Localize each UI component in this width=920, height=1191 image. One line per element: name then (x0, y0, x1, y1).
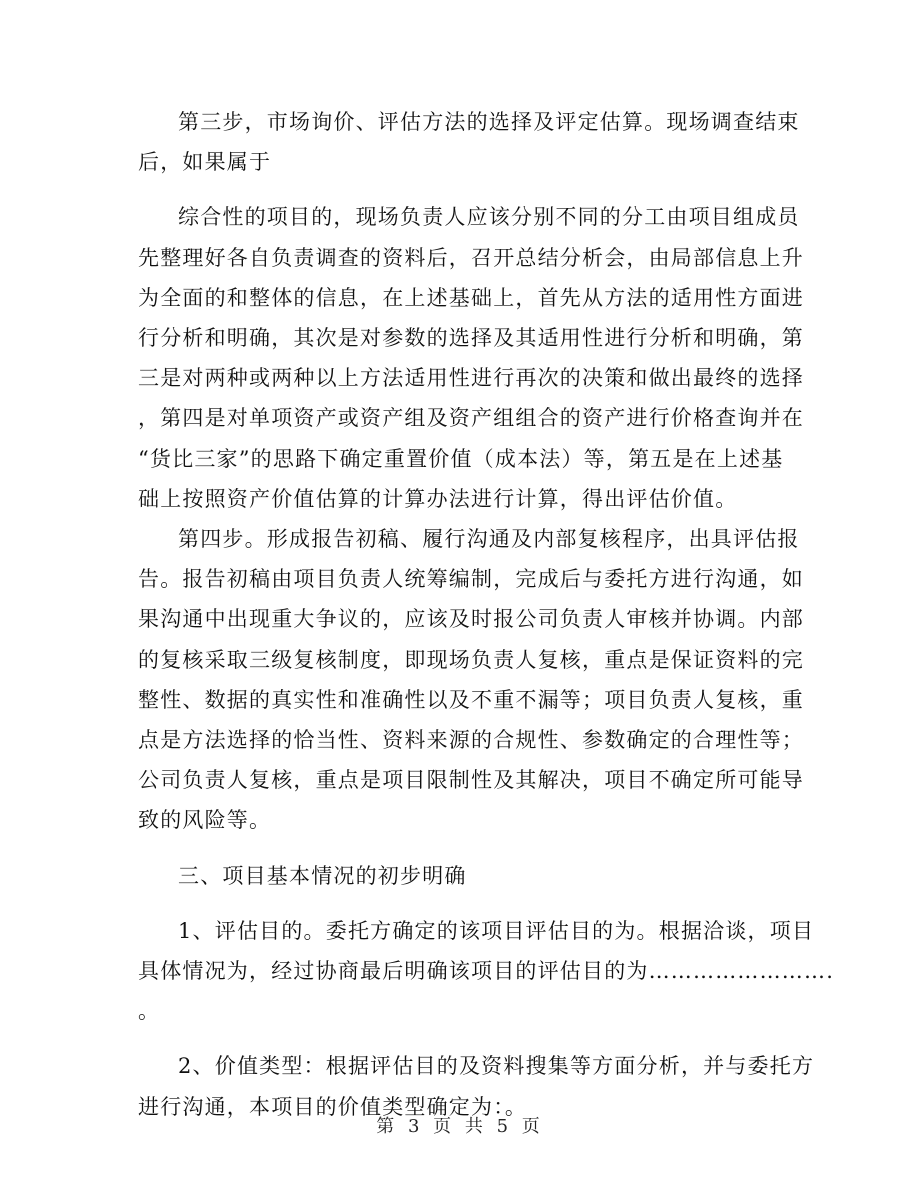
paragraph-line: 致的风险等。 (138, 808, 272, 832)
paragraph-line: 2、价值类型：根据评估目的及资料搜集等方面分析，并与委托方 (178, 1054, 815, 1078)
paragraph-line: 三是对两种或两种以上方法适用性进行再次的决策和做出最终的选择 (138, 366, 804, 390)
paragraph-line: 公司负责人复核，重点是项目限制性及其解决，项目不确定所可能导 (138, 768, 804, 792)
paragraph-line: 础上按照资产价值估算的计算办法进行计算，得出评估价值。 (138, 487, 738, 511)
paragraph-line: 综合性的项目的，现场负责人应该分别不同的分工由项目组成员 (178, 205, 800, 229)
paragraph-line: 告。报告初稿由项目负责人统筹编制，完成后与委托方进行沟通，如 (138, 567, 804, 591)
paragraph-line: 后，如果属于 (138, 150, 272, 174)
paragraph-line: 1、评估目的。委托方确定的该项目评估目的为。根据洽谈，项目 (178, 919, 815, 943)
paragraph-line: 第四步。形成报告初稿、履行沟通及内部复核程序，出具评估报 (178, 527, 800, 551)
page-footer: 第 3 页 共 5 页 (376, 1116, 544, 1137)
paragraph-line: 第三步，市场询价、评估方法的选择及评定估算。现场调查结束 (178, 110, 800, 134)
paragraph-line: 。 (138, 999, 161, 1023)
paragraph-line: 行分析和明确，其次是对参数的选择及其适用性进行分析和明确，第 (138, 326, 804, 350)
paragraph-line: “货比三家”的思路下确定重置价值（成本法）等，第五是在上述基 (138, 447, 784, 471)
paragraph-line: ，第四是对单项资产或资产组及资产组组合的资产进行价格查询并在 (138, 406, 804, 430)
paragraph-line: 进行沟通，本项目的价值类型确定为：。 (138, 1095, 528, 1119)
paragraph-line: 整性、数据的真实性和准确性以及不重不漏等；项目负责人复核，重 (138, 688, 804, 712)
paragraph-line: 为全面的和整体的信息，在上述基础上，首先从方法的适用性方面进 (138, 286, 804, 310)
section-heading: 三、项目基本情况的初步明确 (178, 864, 467, 888)
paragraph-line: 果沟通中出现重大争议的，应该及时报公司负责人审核并协调。内部 (138, 607, 804, 631)
paragraph-line: 先整理好各自负责调查的资料后，召开总结分析会，由局部信息上升 (138, 246, 804, 270)
paragraph-line: 点是方法选择的恰当性、资料来源的合规性、参数确定的合理性等； (138, 728, 804, 752)
paragraph-line: 的复核采取三级复核制度，即现场负责人复核，重点是保证资料的完 (138, 648, 804, 672)
paragraph-line: 具体情况为，经过协商最后明确该项目的评估目的为……………………. (138, 959, 835, 983)
